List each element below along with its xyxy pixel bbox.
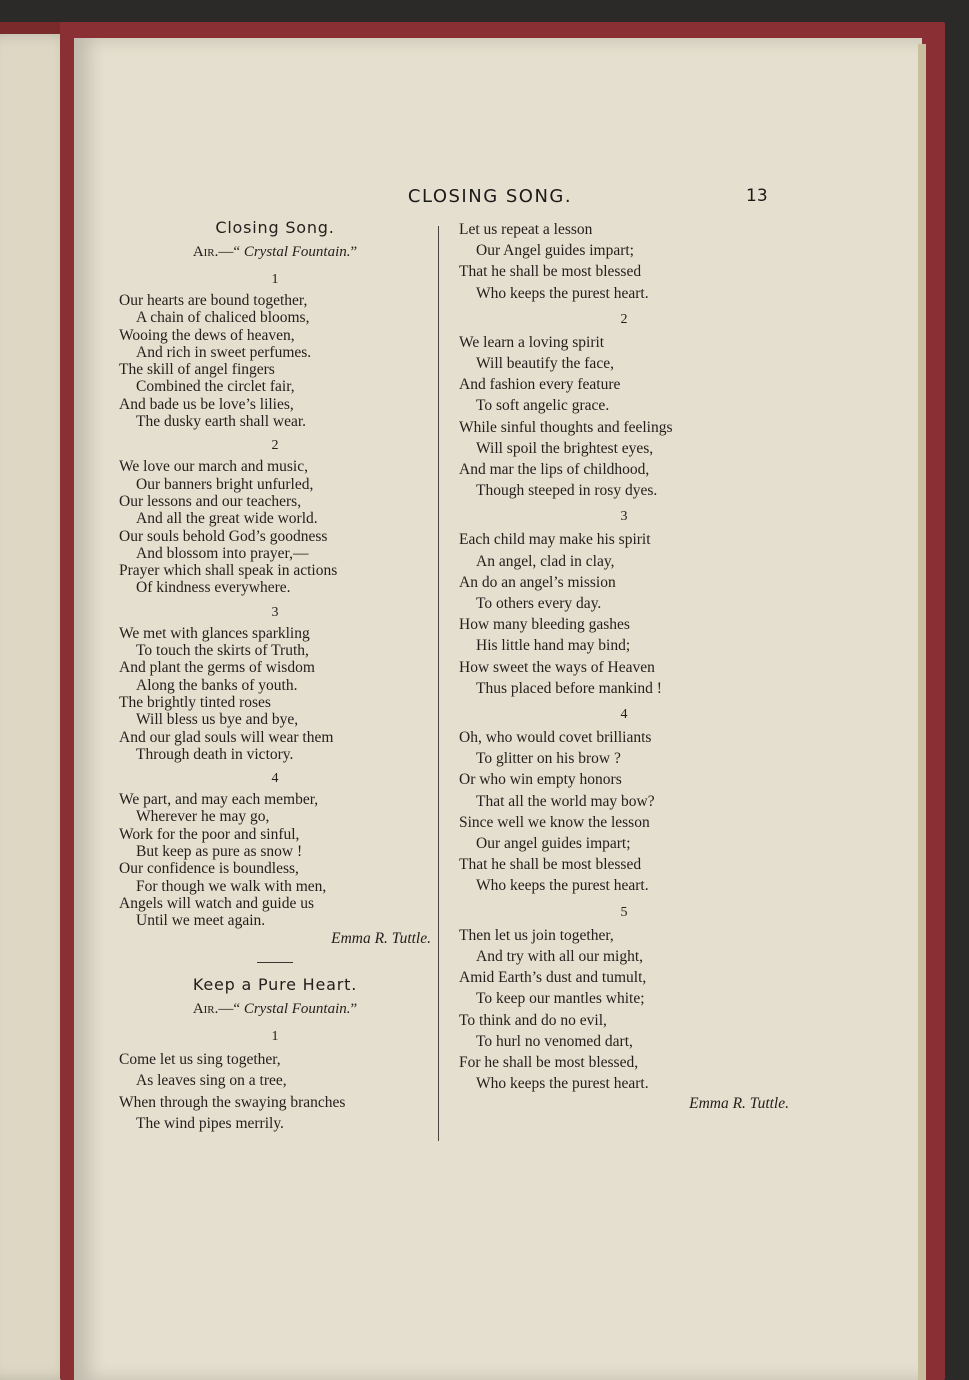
right-column: [459, 219, 789, 1113]
verse: [459, 309, 789, 502]
running-title: CLOSING SONG.: [407, 186, 573, 207]
verse-line: Work for the poor and sinful,: [119, 825, 300, 843]
verse-line: Our confidence is boundless,: [119, 860, 299, 878]
verse-line: Our hearts are bound together,: [119, 292, 308, 309]
verse-line: Wherever he may go,: [136, 808, 270, 826]
verse-line: And try with all our might,: [476, 947, 644, 965]
verse-line: The wind pipes merrily.: [136, 1115, 284, 1132]
verse-line: To hurl no venomed dart,: [476, 1032, 633, 1050]
verse-number: 4: [271, 771, 279, 787]
verse-line: To others every day.: [476, 595, 602, 613]
air-tune: Crystal Fountain.: [243, 244, 351, 260]
verse-line: To soft angelic grace.: [476, 397, 610, 415]
verse-line: Our souls behold God’s goodness: [119, 527, 328, 545]
verse: [119, 269, 431, 430]
verse-line: Who keeps the purest heart.: [476, 1075, 649, 1093]
verse-line: Our lessons and our teachers,: [119, 492, 302, 510]
verse: [459, 902, 789, 1095]
verse-line: That all the world may bow?: [476, 792, 655, 810]
verse-line: Let us repeat a lesson: [459, 221, 593, 238]
verse-line: We met with glances sparkling: [119, 624, 310, 642]
verse-line: Then let us join together,: [459, 926, 614, 944]
verse-line: Prayer which shall speak in actions: [119, 562, 338, 580]
verse-number: 3: [271, 604, 279, 620]
verse-line: Combined the circlet fair,: [136, 378, 295, 396]
verse-line: To keep our mantles white;: [476, 990, 645, 1008]
verse-line: Our angel guides impart;: [476, 835, 631, 853]
air-label: Air.: [192, 244, 219, 260]
verse: [459, 219, 789, 304]
verse-number: 1: [271, 272, 279, 287]
verse-line: Thus placed before mankind !: [476, 679, 662, 697]
verse-line: Or who win empty honors: [459, 771, 622, 789]
verse-line: And fashion every feature: [459, 376, 621, 394]
verse-line: Though steeped in rosy dyes.: [476, 482, 658, 500]
verse-line: That he shall be most blessed: [459, 263, 642, 281]
verse-line: An angel, clad in clay,: [476, 552, 615, 570]
air-line: [119, 997, 431, 1021]
verse-line: We learn a loving spirit: [459, 333, 605, 351]
verse-line: Come let us sing together,: [119, 1050, 281, 1068]
verse-line: Who keeps the purest heart.: [476, 284, 649, 302]
verse-number: 3: [620, 509, 628, 525]
verse: [119, 435, 431, 596]
air-line: [119, 240, 431, 264]
verse-line: Our Angel guides impart;: [476, 242, 634, 260]
verse-line: Along the banks of youth.: [136, 676, 298, 694]
verse-number: 4: [620, 707, 628, 723]
verse-line: An do an angel’s mission: [459, 573, 616, 591]
page-block-edge: [918, 44, 926, 1380]
verse-line: For he shall be most blessed,: [459, 1053, 639, 1071]
song-title: Keep a Pure Heart.: [192, 974, 358, 994]
verse-line: His little hand may bind;: [476, 637, 631, 655]
air-close: ”: [350, 244, 358, 260]
verse-line: While sinful thoughts and feelings: [459, 418, 673, 436]
verse: [459, 704, 789, 897]
verse-number: 5: [620, 904, 628, 920]
verse-line: And bade us be love’s lilies,: [119, 395, 294, 413]
author-signature: Emma R. Tuttle.: [689, 1095, 789, 1113]
verse-line: To touch the skirts of Truth,: [136, 642, 309, 660]
page-number: 13: [746, 186, 768, 206]
verse-line: And all the great wide world.: [136, 510, 318, 528]
verse-line: Will beautify the face,: [476, 355, 614, 373]
verse-line: Of kindness everywhere.: [136, 579, 291, 597]
verse-line: Each child may make his spirit: [459, 531, 651, 549]
air-close: ”: [350, 1000, 358, 1017]
verse-line: Oh, who would covet brilliants: [459, 729, 652, 747]
verse-line: Since well we know the lesson: [459, 813, 650, 831]
verse-line: A chain of chaliced blooms,: [136, 309, 310, 327]
left-column: [119, 216, 431, 1135]
verse-line: Until we meet again.: [136, 912, 266, 930]
verse-line: And blossom into prayer,––: [136, 544, 309, 562]
verse-number: 1: [271, 1028, 279, 1044]
verse-line: But keep as pure as snow !: [136, 843, 303, 861]
verse-line: Will spoil the brightest eyes,: [476, 439, 654, 457]
verse-line: And rich in sweet perfumes.: [136, 343, 312, 361]
verse-line: And our glad souls will wear them: [119, 728, 334, 746]
verse-line: The brightly tinted roses: [119, 693, 271, 711]
verse-line: And mar the lips of childhood,: [459, 461, 650, 479]
verse-line: We love our march and music,: [119, 458, 308, 476]
verse-number: 2: [620, 311, 628, 327]
verse-line: And plant the germs of wisdom: [119, 659, 315, 677]
verse-line: The skill of angel fingers: [119, 361, 275, 379]
verse-line: How many bleeding gashes: [459, 616, 630, 634]
verse-line: The dusky earth shall wear.: [136, 413, 307, 431]
column-divider: [438, 226, 439, 1141]
author-signature: Emma R. Tuttle.: [331, 929, 431, 947]
verse: [459, 506, 789, 699]
verse-line: Wooing the dews of heaven,: [119, 326, 295, 344]
verse-line: That he shall be most blessed: [459, 856, 642, 874]
air-dash: ––“: [218, 1000, 244, 1017]
air-tune: Crystal Fountain.: [243, 1000, 351, 1017]
verse-line: Our banners bright unfurled,: [136, 475, 314, 493]
verse-line: Amid Earth’s dust and tumult,: [459, 969, 647, 987]
verse-line: To think and do no evil,: [459, 1011, 607, 1029]
verse-line: Angels will watch and guide us: [119, 894, 315, 912]
verse-line: How sweet the ways of Heaven: [459, 658, 655, 676]
section-rule: [257, 962, 293, 963]
air-label: Air.: [192, 1000, 219, 1017]
verse-line: As leaves sing on a tree,: [136, 1072, 287, 1089]
verse-number: 2: [271, 438, 279, 454]
song-title: Closing Song.: [215, 218, 335, 237]
verse-line: Will bless us bye and bye,: [136, 711, 299, 729]
verse-line: For though we walk with men,: [136, 877, 327, 895]
verse-line: Who keeps the purest heart.: [476, 877, 649, 895]
verse-line: When through the swaying branches: [119, 1093, 346, 1111]
air-dash: —“: [218, 244, 244, 260]
verse: [119, 602, 431, 763]
verse-line: Through death in victory.: [136, 745, 294, 763]
verse: [119, 768, 431, 929]
verse-line: To glitter on his brow ?: [476, 750, 621, 768]
verse-line: We part, and may each member,: [119, 791, 319, 809]
